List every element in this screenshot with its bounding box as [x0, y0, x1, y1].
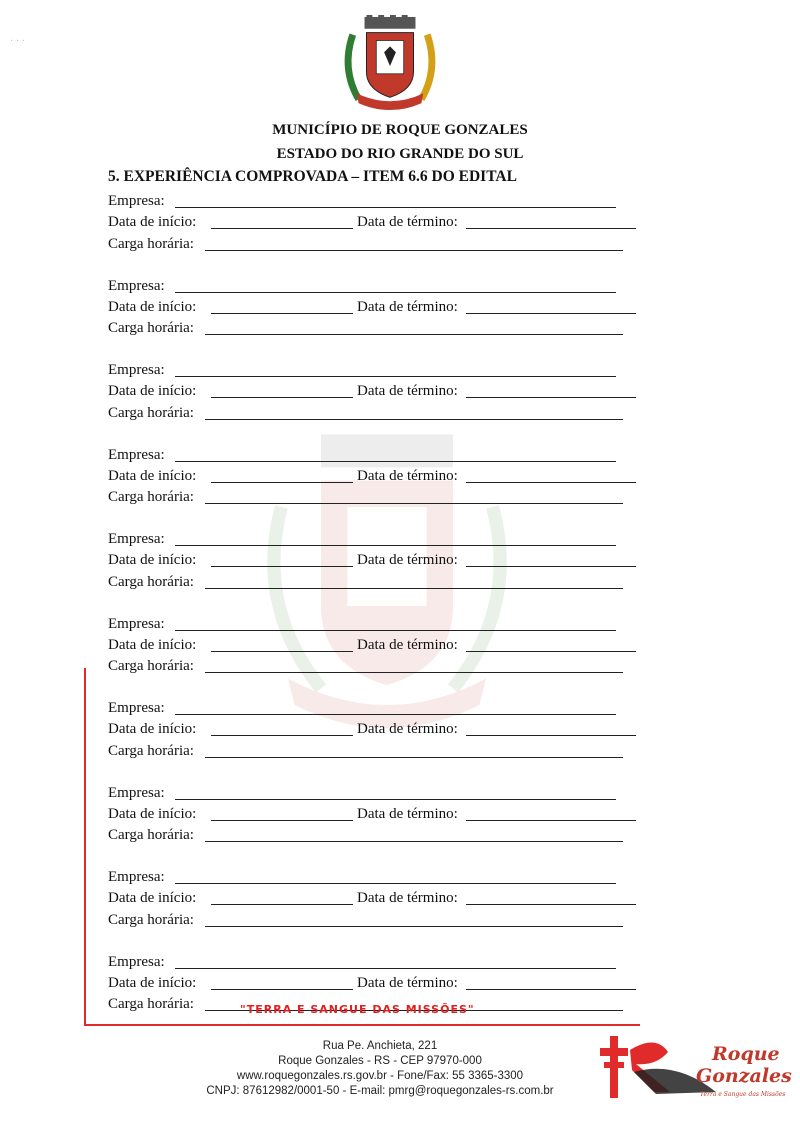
end-date-field[interactable]	[466, 397, 636, 398]
company-label: Empresa:	[108, 531, 165, 547]
company-label: Empresa:	[108, 277, 165, 294]
end-date-label: Data de término:	[357, 467, 458, 484]
start-date-label: Data de início:	[108, 890, 197, 907]
company-field[interactable]	[175, 714, 616, 715]
start-date-label: Data de início:	[108, 552, 197, 569]
roque-gonzales-logo	[596, 1030, 792, 1102]
workload-field[interactable]	[205, 250, 623, 251]
start-date-field[interactable]	[211, 482, 353, 483]
company-label: Empresa:	[108, 446, 165, 463]
end-date-label: Data de término:	[357, 636, 458, 653]
municipality-heading: MUNICÍPIO DE ROQUE GONZALES	[272, 122, 528, 138]
start-date-field[interactable]	[211, 820, 353, 821]
company-label: Empresa:	[108, 193, 165, 209]
end-date-field[interactable]	[466, 313, 636, 314]
company-field[interactable]	[175, 630, 616, 631]
scan-speckles: · · ·	[10, 36, 25, 47]
logo-text-gonzales: Gonzales	[696, 1065, 792, 1087]
footer-city: Roque Gonzales - RS - CEP 97970-000	[278, 1055, 482, 1067]
workload-label: Carga horária:	[108, 996, 194, 1013]
end-date-field[interactable]	[466, 651, 636, 652]
start-date-field[interactable]	[211, 566, 353, 567]
end-date-field[interactable]	[466, 482, 636, 483]
start-date-label: Data de início:	[108, 636, 197, 653]
red-border-vertical	[84, 668, 86, 1026]
company-field[interactable]	[175, 545, 616, 546]
company-label: Empresa:	[108, 700, 165, 716]
start-date-field[interactable]	[211, 651, 353, 652]
start-date-field[interactable]	[211, 313, 353, 314]
end-date-label: Data de término:	[357, 298, 458, 315]
motto: "TERRA E SANGUE DAS MISSÕES"	[240, 1003, 475, 1016]
state-heading: ESTADO DO RIO GRANDE DO SUL	[276, 146, 524, 162]
company-field[interactable]	[175, 376, 616, 377]
workload-label: Carga horária:	[108, 404, 194, 421]
workload-label: Carga horária:	[108, 827, 194, 844]
start-date-field[interactable]	[211, 904, 353, 905]
footer-cnpj: CNPJ: 87612982/0001-50 - E-mail: pmrg@roquegonzales-rs.com.br	[206, 1085, 554, 1097]
section-title: 5. EXPERIÊNCIA COMPROVADA – ITEM 6.6 DO EDITAL	[108, 168, 517, 185]
start-date-label: Data de início:	[108, 298, 197, 315]
start-date-label: Data de início:	[108, 974, 197, 991]
company-field[interactable]	[175, 292, 616, 293]
company-field[interactable]	[175, 883, 616, 884]
workload-label: Carga horária:	[108, 489, 194, 506]
company-label: Empresa:	[108, 784, 165, 801]
end-date-label: Data de término:	[357, 552, 458, 569]
workload-label: Carga horária:	[108, 320, 194, 337]
end-date-field[interactable]	[466, 735, 636, 736]
company-label: Empresa:	[108, 953, 165, 970]
end-date-field[interactable]	[466, 989, 636, 990]
end-date-label: Data de término:	[357, 383, 458, 400]
end-date-label: Data de término:	[357, 721, 458, 738]
company-label: Empresa:	[108, 615, 165, 632]
workload-label: Carga horária:	[108, 911, 194, 928]
start-date-label: Data de início:	[108, 214, 197, 231]
coat-of-arms-watermark	[222, 408, 552, 738]
workload-field[interactable]	[205, 926, 623, 927]
end-date-label: Data de término:	[357, 890, 458, 907]
end-date-label: Data de término:	[357, 805, 458, 822]
logo-tagline: Terra e Sangue das Missões	[700, 1091, 786, 1098]
red-border-horizontal	[84, 1024, 640, 1026]
workload-label: Carga horária:	[108, 573, 194, 590]
workload-label: Carga horária:	[108, 658, 194, 675]
workload-field[interactable]	[205, 588, 623, 589]
start-date-field[interactable]	[211, 228, 353, 229]
start-date-label: Data de início:	[108, 383, 197, 400]
company-field[interactable]	[175, 968, 616, 969]
end-date-field[interactable]	[466, 228, 636, 229]
start-date-field[interactable]	[211, 989, 353, 990]
workload-field[interactable]	[205, 334, 623, 335]
municipal-seal-icon	[341, 14, 439, 114]
company-field[interactable]	[175, 207, 616, 208]
workload-field[interactable]	[205, 672, 623, 673]
end-date-label: Data de término:	[357, 214, 458, 231]
end-date-field[interactable]	[466, 566, 636, 567]
footer-address: Rua Pe. Anchieta, 221	[322, 1040, 438, 1052]
start-date-field[interactable]	[211, 735, 353, 736]
company-label: Empresa:	[108, 362, 165, 378]
company-field[interactable]	[175, 461, 616, 462]
company-field[interactable]	[175, 799, 616, 800]
end-date-field[interactable]	[466, 820, 636, 821]
start-date-label: Data de início:	[108, 467, 197, 484]
cross-icon	[600, 1036, 628, 1098]
end-date-field[interactable]	[466, 904, 636, 905]
start-date-field[interactable]	[211, 397, 353, 398]
workload-field[interactable]	[205, 419, 623, 420]
logo-text-roque: Roque	[712, 1043, 780, 1065]
start-date-label: Data de início:	[108, 721, 197, 738]
workload-label: Carga horária:	[108, 235, 194, 252]
workload-field[interactable]	[205, 841, 623, 842]
footer-web: www.roquegonzales.rs.gov.br - Fone/Fax: 55 3365-3300	[236, 1070, 524, 1082]
company-label: Empresa:	[108, 869, 165, 885]
workload-field[interactable]	[205, 757, 623, 758]
workload-label: Carga horária:	[108, 742, 194, 759]
workload-field[interactable]	[205, 503, 623, 504]
start-date-label: Data de início:	[108, 805, 197, 822]
end-date-label: Data de término:	[357, 974, 458, 991]
